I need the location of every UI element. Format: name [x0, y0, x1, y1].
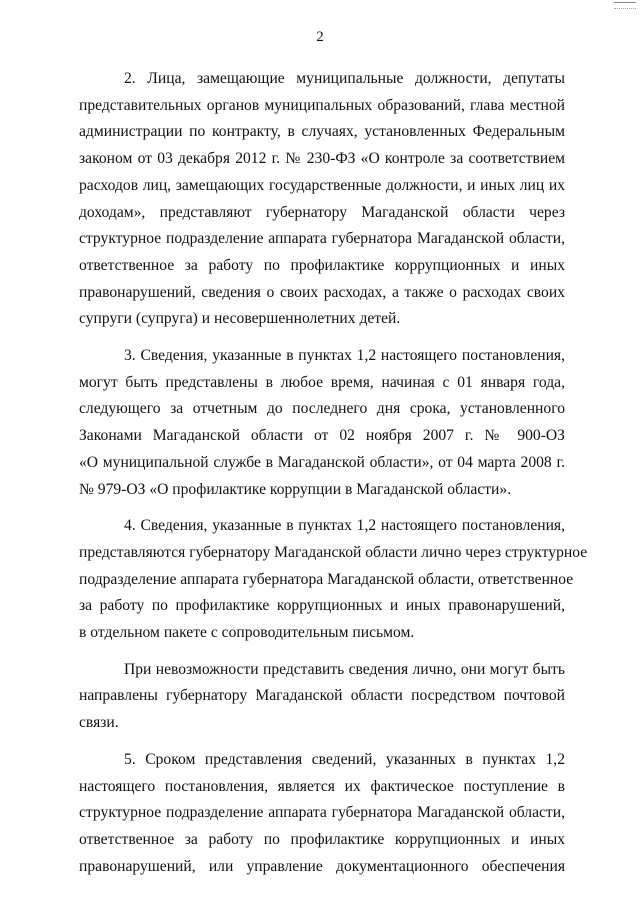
text-line: 5. Сроком представления сведений, указанных в пунктах 1,2 [124, 750, 565, 768]
paragraph-4-postal [79, 657, 565, 737]
text-line: доходам», представляют губернатору Магаданской области через [79, 203, 565, 221]
text-line: представительных органов муниципальных образований, глава местной [79, 96, 565, 114]
scan-artifact [614, 2, 636, 9]
text-line: следующего за отчетным до последнего дня срока, установленного [79, 400, 565, 418]
document-body [79, 66, 588, 880]
text-line: настоящего постановления, является их фактическое поступление в [79, 777, 565, 795]
text-line: При невозможности представить сведения лично, они могут быть [124, 660, 565, 678]
paragraph-3 [79, 343, 565, 503]
text-line: правонарушений, или управление документационного обеспечения [79, 857, 565, 875]
paragraph-4 [79, 513, 588, 647]
text-line: «О муниципальной службе в Магаданской области», от 04 марта 2008 г. [79, 453, 565, 471]
text-line: ответственное за работу по профилактике коррупционных и иных [79, 256, 565, 274]
text-line: ответственное за работу по профилактике коррупционных и иных [79, 830, 565, 848]
text-line: за работу по профилактике коррупционных и иных правонарушений, [79, 597, 565, 615]
text-line: супруги (супруга) и несовершеннолетних детей. [79, 310, 401, 328]
text-line: № 979-ОЗ «О профилактике коррупции в Магаданской области». [79, 480, 512, 498]
text-line: могут быть представлены в любое время, начиная с 01 января года, [79, 373, 565, 391]
text-line: структурное подразделение аппарата губернатора Магаданской области, [79, 804, 565, 822]
text-line: связи. [79, 714, 119, 732]
text-line: подразделение аппарата губернатора Магаданской области, ответственное [79, 570, 574, 588]
text-line: 3. Сведения, указанные в пунктах 1,2 настоящего постановления, [124, 347, 565, 365]
text-line: в отдельном пакете с сопроводительным письмом. [79, 624, 415, 642]
text-line: правонарушений, сведения о своих расходах, а также о расходах своих [79, 283, 565, 301]
text-line: представляются губернатору Магаданской области лично через структурное [79, 543, 588, 561]
text-line: законом от 03 декабря 2012 г. № 230-ФЗ «О контроле за соответствием [79, 150, 565, 168]
page-number: 2 [316, 29, 324, 45]
text-line: администрации по контракту, в случаях, установленных Федеральным [79, 123, 565, 141]
paragraph-5 [79, 747, 565, 881]
paragraph-2 [79, 66, 565, 333]
text-line: расходов лиц, замещающих государственные должности, и иных лиц их [79, 176, 565, 194]
text-line: структурное подразделение аппарата губернатора Магаданской области, [79, 230, 565, 248]
text-line: 4. Сведения, указанные в пунктах 1,2 настоящего постановления, [124, 517, 565, 535]
text-line: 2. Лица, замещающие муниципальные должности, депутаты [124, 70, 565, 87]
text-line: Законами Магаданской области от 02 ноября 2007 г. № 900-ОЗ [79, 427, 565, 445]
text-line: направлены губернатору Магаданской области посредством почтовой [79, 687, 565, 705]
